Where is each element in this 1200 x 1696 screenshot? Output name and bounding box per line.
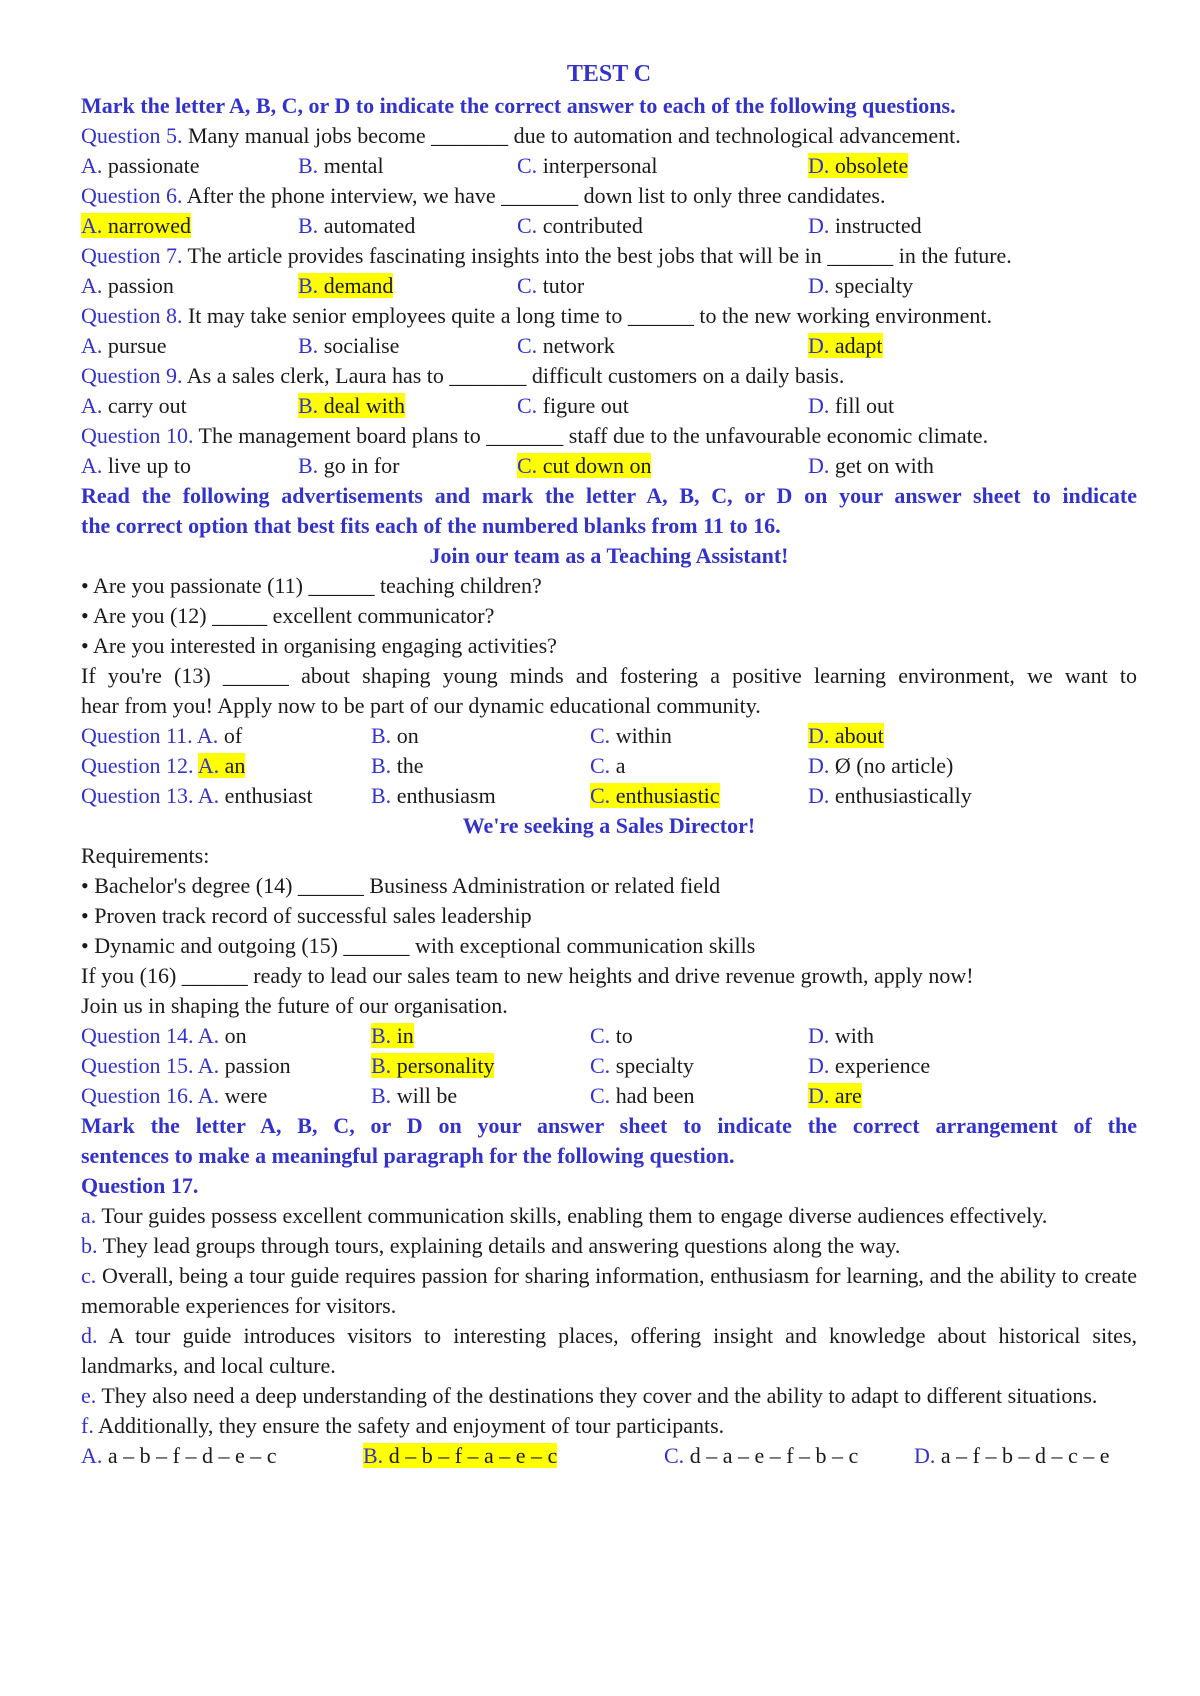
question-stem (81, 421, 1137, 451)
option-text (590, 1023, 633, 1048)
option (298, 211, 415, 241)
option-label: enthusiastic (610, 783, 720, 808)
option (517, 211, 643, 241)
option-letter: C. (517, 453, 538, 478)
test-page (81, 57, 1137, 1471)
option-text (808, 723, 884, 748)
q17-option (914, 1441, 1110, 1471)
option-text (808, 273, 913, 298)
ad1-bullet: • Are you interested in organising engaging activities? (81, 633, 557, 658)
question-first-option (81, 721, 242, 751)
question-first-option (81, 781, 313, 811)
options-row (81, 391, 1137, 421)
option-label: narrowed (102, 213, 191, 238)
option-letter: A. (81, 453, 103, 478)
option-text (517, 153, 658, 178)
option-letter: B. (371, 753, 392, 778)
question-row (81, 1051, 1137, 1081)
question-stem (81, 181, 1137, 211)
option-label: get on with (829, 453, 934, 478)
option-label: passionate (102, 153, 200, 178)
option (590, 751, 625, 781)
q17-label: Question 17. (81, 1173, 199, 1198)
option-label: on (219, 1023, 247, 1048)
option-letter: D. (914, 1443, 936, 1468)
option-letter: A. (81, 333, 103, 358)
option (808, 271, 913, 301)
question-label: Question 6. (81, 183, 183, 208)
ad2-heading: We're seeking a Sales Director! (462, 813, 756, 838)
option (808, 331, 883, 361)
question-text: After the phone interview, we have _______ down list to only three candidates. (182, 183, 886, 208)
question-label: Question 11. (81, 723, 197, 748)
option-text (371, 1053, 494, 1078)
sentence-text: Overall, being a tour guide requires passion for sharing information, enthusiasm for learning, and the ability to create memorable experiences for visitors. (81, 1263, 1137, 1318)
option-text (298, 453, 399, 478)
option-letter: A. (197, 1023, 220, 1048)
options-row (81, 271, 1137, 301)
option-letter: A. (81, 1443, 103, 1468)
instruction-ads-line2: the correct option that best fits each of the numbered blanks from 11 to 16. (81, 513, 781, 538)
option-letter: C. (590, 1083, 611, 1108)
option-text (81, 213, 191, 238)
question-label: Question 10. (81, 423, 194, 448)
question-first-option (81, 1021, 247, 1051)
option-text (371, 753, 424, 778)
option-letter: C. (590, 1023, 611, 1048)
option-text (517, 393, 629, 418)
option-text (590, 1083, 694, 1108)
option-label: carry out (102, 393, 187, 418)
q17-option (363, 1441, 557, 1471)
question-label: Question 15. (81, 1053, 198, 1078)
option-letter: B. (371, 1053, 392, 1078)
option-text (808, 393, 894, 418)
q17-option-text (363, 1443, 557, 1468)
instruction-arrangement-line1: Mark the letter A, B, C, or D on your answer sheet to indicate the correct arrangement of the (81, 1113, 1137, 1138)
options-row (81, 451, 1137, 481)
option-letter: C. (590, 753, 611, 778)
question-label: Question 5. (81, 123, 183, 148)
question-row (81, 721, 1137, 751)
option-label: about (829, 723, 884, 748)
option (371, 1021, 414, 1051)
option-text (808, 153, 908, 178)
option-label: adapt (829, 333, 883, 358)
option-letter: B. (298, 393, 319, 418)
option-label: with (829, 1023, 875, 1048)
option (808, 151, 908, 181)
option (517, 271, 584, 301)
option (808, 451, 934, 481)
option-text (808, 1083, 862, 1108)
question-label: Question 16. (81, 1083, 198, 1108)
ad1-bullet: • Are you (12) _____ excellent communicator? (81, 603, 495, 628)
ad2-bullet: • Proven track record of successful sales leadership (81, 903, 532, 928)
option-label: tutor (537, 273, 585, 298)
ad2-line: Join us in shaping the future of our organisation. (81, 993, 508, 1018)
option (808, 781, 972, 811)
option (808, 1021, 874, 1051)
option-label: personality (391, 1053, 495, 1078)
option-letter: B. (371, 723, 392, 748)
sentence-letter: e. (81, 1383, 97, 1408)
option (590, 781, 720, 811)
option-text (371, 1083, 457, 1108)
option-letter: B. (298, 273, 319, 298)
question-text: As a sales clerk, Laura has to _______ difficult customers on a daily basis. (182, 363, 845, 388)
option-letter: A. (197, 783, 220, 808)
option-text (81, 333, 167, 358)
sentence-text: Additionally, they ensure the safety and enjoyment of tour participants. (93, 1413, 725, 1438)
option-label: were (219, 1083, 268, 1108)
question-stem (81, 241, 1137, 271)
option-text (81, 273, 174, 298)
question-label: Question 7. (81, 243, 183, 268)
option-label: in (391, 1023, 414, 1048)
q17-sentence (81, 1411, 1137, 1441)
option-letter: D. (808, 273, 830, 298)
option-label: an (219, 753, 246, 778)
question-text: The management board plans to _______ staff due to the unfavourable economic climate. (193, 423, 989, 448)
option-label: Ø (no article) (829, 753, 954, 778)
option-label: enthusiastically (829, 783, 972, 808)
q17-option (81, 1441, 277, 1471)
option-letter: C. (517, 333, 538, 358)
option (81, 151, 200, 181)
ad2-questions (81, 1021, 1137, 1111)
option-label: deal with (318, 393, 405, 418)
option-letter: A. (197, 1053, 220, 1078)
option-label: live up to (102, 453, 191, 478)
question-label: Question 14. (81, 1023, 198, 1048)
option-label: will be (391, 1083, 458, 1108)
option-letter: C. (590, 723, 611, 748)
sentence-text: They also need a deep understanding of the destinations they cover and the ability to adapt to different situations. (96, 1383, 1098, 1408)
sentence-letter: c. (81, 1263, 97, 1288)
option (371, 721, 419, 751)
q17-sentence (81, 1381, 1137, 1411)
option-text (298, 333, 399, 358)
sentence-letter: a. (81, 1203, 97, 1228)
question-row (81, 1021, 1137, 1051)
option (371, 1051, 494, 1081)
question-row (81, 1081, 1137, 1111)
instruction-ads-line1: Read the following advertisements and mark the letter A, B, C, or D on your answer sheet to indicate (81, 483, 1137, 508)
option-letter: A. (81, 213, 103, 238)
option (517, 331, 615, 361)
option (371, 1081, 457, 1111)
option-label: go in for (318, 453, 400, 478)
option (517, 451, 651, 481)
sentence-text: A tour guide introduces visitors to interesting places, offering insight and knowledge about historical sites, landmarks, and local culture. (81, 1323, 1137, 1378)
option (81, 271, 174, 301)
option (298, 331, 399, 361)
option-label: obsolete (829, 153, 909, 178)
q17-sentence (81, 1201, 1137, 1231)
option-text (808, 783, 972, 808)
option-label: the (391, 753, 424, 778)
question-label: Question 12. (81, 753, 198, 778)
option-label: passion (102, 273, 174, 298)
mcq-section (81, 121, 1137, 481)
option (517, 391, 629, 421)
option-letter: B. (298, 453, 319, 478)
option-text (198, 1053, 291, 1078)
option-letter: D. (808, 153, 830, 178)
option-letter: B. (298, 333, 319, 358)
option-letter: C. (517, 393, 538, 418)
question-row (81, 751, 1137, 781)
option-letter: D. (808, 453, 830, 478)
option (371, 781, 496, 811)
option-letter: B. (298, 153, 319, 178)
question-text: It may take senior employees quite a long time to ______ to the new working environment. (182, 303, 992, 328)
question-row (81, 781, 1137, 811)
option (298, 151, 384, 181)
option-text (808, 333, 883, 358)
option-label: passion (219, 1053, 291, 1078)
option-text (81, 393, 187, 418)
option-letter: D. (808, 333, 830, 358)
ad1-bullet: • Are you passionate (11) ______ teaching children? (81, 573, 542, 598)
sentence-letter: f. (81, 1413, 94, 1438)
option-text (298, 393, 405, 418)
option (808, 391, 894, 421)
option-text (371, 1023, 414, 1048)
option (590, 1021, 633, 1051)
instruction-arrangement-line2: sentences to make a meaningful paragraph for the following question. (81, 1143, 735, 1168)
question-label: Question 8. (81, 303, 183, 328)
option-label: network (537, 333, 615, 358)
option-label: a (610, 753, 626, 778)
option-label: figure out (537, 393, 629, 418)
option-letter: C. (517, 153, 538, 178)
option-text (298, 153, 384, 178)
ad2-line: If you (16) ______ ready to lead our sales team to new heights and drive revenue growth, apply now! (81, 963, 974, 988)
option-text (590, 723, 672, 748)
option (808, 211, 922, 241)
option-text (517, 273, 584, 298)
option-letter: D. (808, 1083, 830, 1108)
option (590, 721, 672, 751)
option-label: demand (318, 273, 394, 298)
option-letter: A. (197, 1083, 220, 1108)
option-label: socialise (318, 333, 400, 358)
question-label: Question 9. (81, 363, 183, 388)
option-letter: A. (197, 753, 220, 778)
option-label: a – f – b – d – c – e (935, 1443, 1110, 1468)
option (298, 391, 405, 421)
q17-sentence (81, 1261, 1137, 1321)
page-title: TEST C (566, 61, 652, 87)
option-text (298, 213, 415, 238)
option-label: d – b – f – a – e – c (383, 1443, 558, 1468)
q17-sentence (81, 1321, 1137, 1381)
option-text (198, 1023, 247, 1048)
option-label: cut down on (537, 453, 652, 478)
question-stem (81, 361, 1137, 391)
option-label: enthusiast (219, 783, 313, 808)
option (808, 1051, 930, 1081)
option-label: contributed (537, 213, 643, 238)
option-text (81, 153, 200, 178)
option-letter: C. (664, 1443, 685, 1468)
question-first-option (81, 751, 245, 781)
option-label: automated (318, 213, 416, 238)
option-text (590, 1053, 694, 1078)
option-letter: D. (808, 1053, 830, 1078)
option (808, 721, 884, 751)
option (81, 211, 191, 241)
ad2-bullet: • Bachelor's degree (14) ______ Business Administration or related field (81, 873, 721, 898)
sentence-text: Tour guides possess excellent communication skills, enabling them to engage diverse audiences effectively. (96, 1203, 1048, 1228)
sentence-letter: b. (81, 1233, 98, 1258)
option-label: had been (610, 1083, 695, 1108)
option-text (590, 783, 720, 808)
option-letter: D. (808, 213, 830, 238)
ad1-questions (81, 721, 1137, 811)
ad1-heading: Join our team as a Teaching Assistant! (429, 543, 789, 568)
option (590, 1051, 694, 1081)
option-letter: B. (371, 783, 392, 808)
q17-sentences (81, 1201, 1137, 1441)
option-letter: B. (363, 1443, 384, 1468)
option (371, 751, 424, 781)
option-letter: A. (81, 393, 103, 418)
question-stem (81, 121, 1137, 151)
option-label: interpersonal (537, 153, 658, 178)
option-text (808, 213, 922, 238)
option-letter: B. (371, 1083, 392, 1108)
ad2-requirements-label: Requirements: (81, 843, 210, 868)
option-label: enthusiasm (391, 783, 496, 808)
option-label: specialty (829, 273, 914, 298)
option-text (808, 1023, 874, 1048)
option-label: within (610, 723, 672, 748)
option (590, 1081, 694, 1111)
option-text (371, 783, 496, 808)
option-label: fill out (829, 393, 895, 418)
option (81, 331, 167, 361)
q17-option-text (664, 1443, 858, 1468)
q17-option (664, 1441, 858, 1471)
option-letter: C. (517, 273, 538, 298)
option (517, 151, 658, 181)
question-stem (81, 301, 1137, 331)
option (298, 271, 393, 301)
option-label: specialty (610, 1053, 694, 1078)
option-label: on (391, 723, 419, 748)
option-label: experience (829, 1053, 931, 1078)
option-text (590, 753, 625, 778)
option-label: a – b – f – d – e – c (102, 1443, 277, 1468)
option-text (81, 453, 191, 478)
option (81, 451, 191, 481)
option-letter: D. (808, 723, 830, 748)
option-text (808, 1053, 930, 1078)
q17-option-text (81, 1443, 277, 1468)
option-letter: D. (808, 753, 830, 778)
option-letter: C. (590, 783, 611, 808)
options-row (81, 151, 1137, 181)
option-label: mental (318, 153, 384, 178)
option (808, 751, 953, 781)
option (808, 1081, 862, 1111)
option-text (198, 753, 246, 778)
option-text (517, 333, 615, 358)
option-letter: A. (81, 273, 103, 298)
option (81, 391, 187, 421)
instruction-mcq: Mark the letter A, B, C, or D to indicate the correct answer to each of the following questions. (81, 93, 956, 118)
option-letter: B. (371, 1023, 392, 1048)
option-text (197, 723, 242, 748)
option-label: d – a – e – f – b – c (684, 1443, 859, 1468)
ad2-bullet: • Dynamic and outgoing (15) ______ with exceptional communication skills (81, 933, 756, 958)
option-text (371, 723, 419, 748)
option-text (808, 453, 934, 478)
question-first-option (81, 1051, 291, 1081)
sentence-text: They lead groups through tours, explaining details and answering questions along the way. (97, 1233, 901, 1258)
q17-option-text (914, 1443, 1110, 1468)
question-text: The article provides fascinating insights into the best jobs that will be in ______ in the future. (182, 243, 1012, 268)
option-label: pursue (102, 333, 167, 358)
sentence-letter: d. (81, 1323, 98, 1348)
option-text (198, 783, 313, 808)
question-label: Question 13. (81, 783, 198, 808)
question-first-option (81, 1081, 267, 1111)
option-label: instructed (829, 213, 922, 238)
option-letter: C. (590, 1053, 611, 1078)
option-letter: A. (196, 723, 219, 748)
option-text (517, 213, 643, 238)
option-letter: C. (517, 213, 538, 238)
q17-sentence (81, 1231, 1137, 1261)
option-text (517, 453, 651, 478)
option-label: of (218, 723, 243, 748)
ad1-paragraph-line2: hear from you! Apply now to be part of our dynamic educational community. (81, 693, 761, 718)
ad1-paragraph-line1: If you're (13) ______ about shaping young minds and fostering a positive learning environment, we want to (81, 663, 1137, 688)
option-text (198, 1083, 268, 1108)
option-letter: D. (808, 783, 830, 808)
option-text (298, 273, 393, 298)
options-row (81, 331, 1137, 361)
question-text: Many manual jobs become _______ due to automation and technological advancement. (182, 123, 961, 148)
option-text (808, 753, 953, 778)
q17-options (81, 1441, 1137, 1471)
option-letter: B. (298, 213, 319, 238)
option-letter: D. (808, 393, 830, 418)
option-label: to (610, 1023, 633, 1048)
option-label: are (829, 1083, 862, 1108)
option-letter: D. (808, 1023, 830, 1048)
option (298, 451, 399, 481)
options-row (81, 211, 1137, 241)
option-letter: A. (81, 153, 103, 178)
